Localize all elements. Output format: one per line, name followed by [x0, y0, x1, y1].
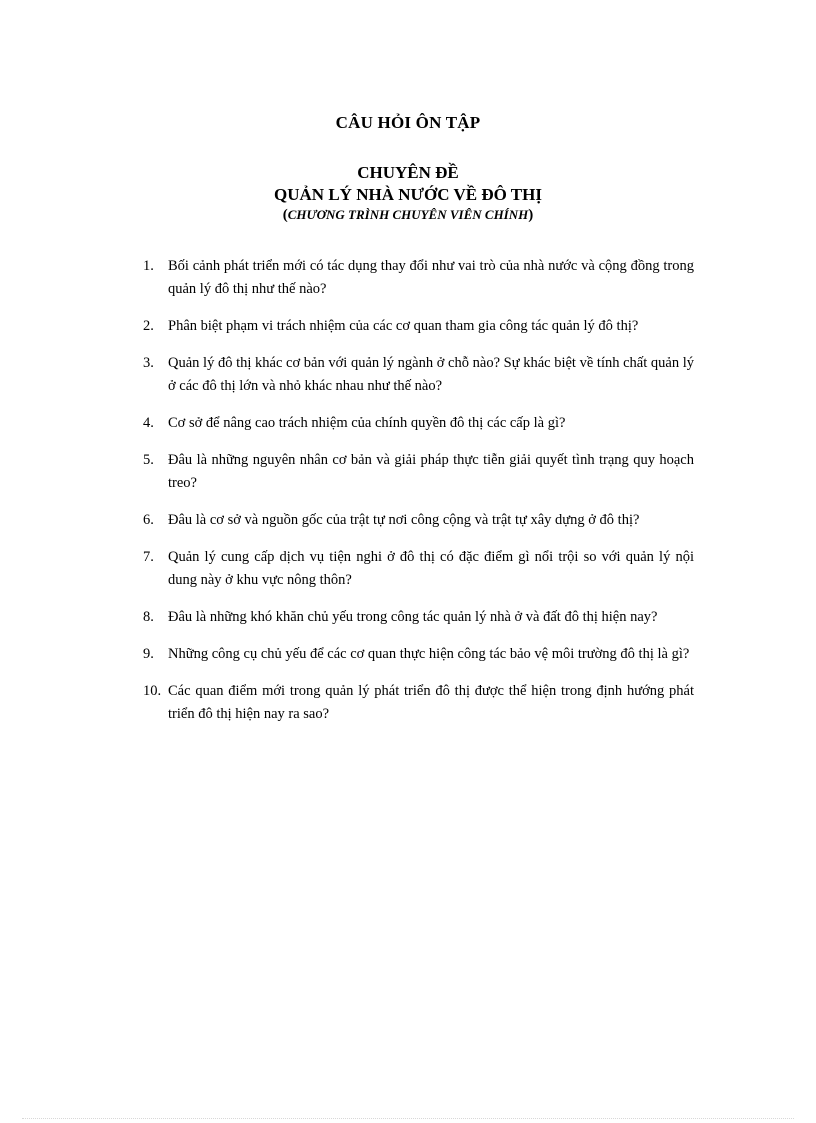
question-number: 5. — [143, 452, 154, 468]
document-title: CÂU HỎI ÔN TẬP — [335, 113, 481, 132]
question-text: Quản lý đô thị khác cơ bản với quản lý ngành ở chỗ nào? Sự khác biệt về tính chất quản lý ở các đô thị lớn và nhỏ khác nhau như thế nào? — [168, 355, 694, 394]
question-number: 10. — [143, 683, 162, 699]
question-item — [143, 412, 694, 435]
question-item — [143, 449, 694, 495]
page-bottom-divider — [22, 1118, 794, 1119]
question-item — [143, 255, 694, 301]
question-text: Quản lý cung cấp dịch vụ tiện nghi ở đô thị có đặc điểm gì nổi trội so với quản lý nội dung này ở khu vực nông thôn? — [168, 549, 694, 588]
question-item — [143, 315, 694, 338]
question-text: Đâu là cơ sở và nguồn gốc của trật tự nơi công cộng và trật tự xây dựng ở đô thị? — [168, 512, 640, 528]
question-text: Các quan điểm mới trong quản lý phát triển đô thị được thể hiện trong định hướng phát triển đô thị hiện nay ra sao? — [168, 683, 694, 722]
question-text: Phân biệt phạm vi trách nhiệm của các cơ quan tham gia công tác quản lý đô thị? — [168, 318, 639, 334]
question-number: 3. — [143, 355, 154, 371]
question-number: 8. — [143, 609, 154, 625]
question-number: 1. — [143, 258, 154, 274]
question-list — [143, 255, 694, 740]
program-line — [0, 207, 816, 224]
program-open-paren: ( — [282, 207, 288, 223]
question-item — [143, 643, 694, 666]
question-number: 7. — [143, 549, 154, 565]
program-name: CHƯƠNG TRÌNH CHUYÊN VIÊN CHÍNH — [287, 207, 529, 222]
question-text: Cơ sở để nâng cao trách nhiệm của chính quyền đô thị các cấp là gì? — [168, 415, 566, 431]
topic-name: QUẢN LÝ NHÀ NƯỚC VỀ ĐÔ THỊ — [274, 185, 542, 204]
question-item — [143, 606, 694, 629]
topic-heading — [0, 162, 816, 206]
question-number: 2. — [143, 318, 154, 334]
question-item — [143, 352, 694, 398]
program-close-paren: ) — [528, 207, 534, 223]
question-number: 4. — [143, 415, 154, 431]
question-item — [143, 546, 694, 592]
question-text: Bối cảnh phát triển mới có tác dụng thay đổi như vai trò của nhà nước và cộng đồng trong quản lý đô thị như thế nào? — [168, 258, 694, 297]
topic-label: CHUYÊN ĐỀ — [357, 163, 459, 182]
question-number: 9. — [143, 646, 154, 662]
question-item — [143, 680, 694, 726]
question-text: Những công cụ chủ yếu để các cơ quan thực hiện công tác bảo vệ môi trường đô thị là gì? — [168, 646, 690, 662]
question-item — [143, 509, 694, 532]
question-text: Đâu là những nguyên nhân cơ bản và giải pháp thực tiễn giải quyết tình trạng quy hoạch treo? — [168, 452, 694, 491]
question-text: Đâu là những khó khăn chủ yếu trong công tác quản lý nhà ở và đất đô thị hiện nay? — [168, 609, 658, 625]
question-number: 6. — [143, 512, 154, 528]
